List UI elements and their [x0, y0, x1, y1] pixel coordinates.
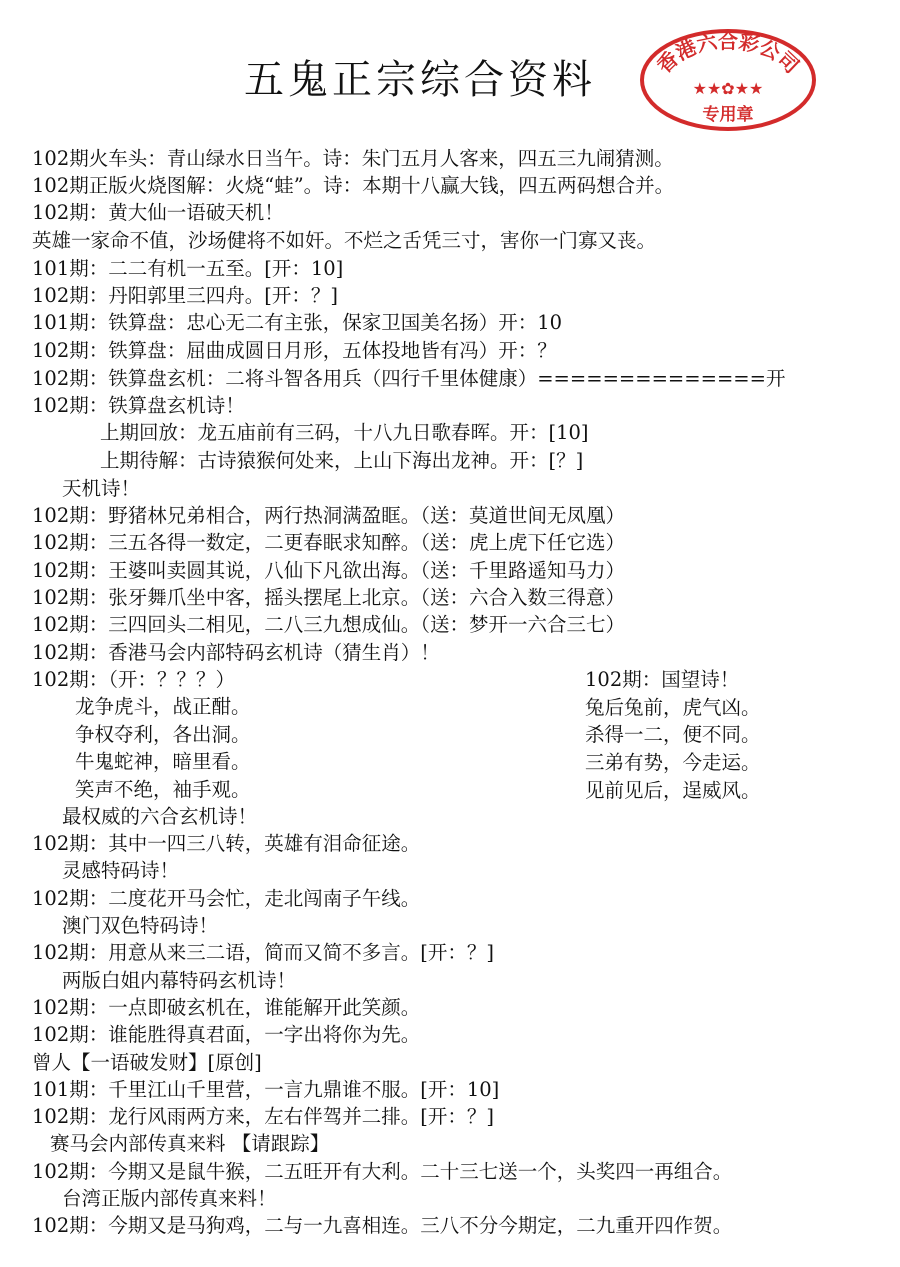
text-line: 台湾正版内部传真来料！	[62, 1187, 277, 1210]
poem-line: 笑声不绝，袖手观。	[75, 778, 251, 802]
text-line: 102期：今期又是鼠牛猴，二五旺开有大利。二十三七送一个，头奖四一再组合。	[32, 1160, 733, 1183]
text-line: 102期正版火烧图解：火烧“蛙”。诗：本期十八赢大钱，四五两码想合并。	[32, 174, 675, 197]
poem-line: 龙争虎斗，战正酣。	[75, 695, 251, 718]
text-line: 102期：二度花开马会忙，走北闯南子午线。	[32, 887, 421, 910]
poem-left	[75, 694, 251, 805]
poem-line: 杀得一二，便不同。	[585, 723, 761, 747]
text-line: 102期：王婆叫卖圆其说，八仙下凡欲出海。（送：千里路遥知马力）	[32, 559, 625, 582]
poem-title: 102期：国望诗！	[585, 668, 740, 691]
text-line: 101期：千里江山千里营，一言九鼎谁不服。[开：10]	[32, 1078, 500, 1101]
stamp-bottom-text: 专用章	[702, 105, 754, 125]
text-line: 102期：野猪林兄弟相合，两行热洞满盈眶。（送：莫道世间无凤凰）	[32, 504, 625, 527]
text-line: 102期：铁算盘玄机诗！	[32, 394, 245, 417]
poem-line: 争权夺利，各出洞。	[75, 722, 251, 746]
text-line: 最权威的六合玄机诗！	[62, 805, 258, 828]
text-line: 102期：铁算盘：屈曲成圆日月形，五体投地皆有冯）开：？	[32, 339, 557, 362]
text-line: 102期：用意从来三二语，简而又简不多言。[开：？]	[32, 941, 494, 964]
text-line: 102期：香港马会内部特码玄机诗（猜生肖）！	[32, 641, 440, 664]
text-line: 上期回放：龙五庙前有三码，十八九日歌春晖。开：[10]	[100, 421, 589, 444]
poem-right	[585, 667, 761, 805]
text-line: 102期：（开：？？？）	[32, 668, 235, 691]
text-line: 102期：黄大仙一语破天机！	[32, 201, 284, 224]
text-line: 赛马会内部传真来料 【请跟踪】	[50, 1132, 330, 1155]
poem-line: 牛鬼蛇神，暗里看。	[75, 750, 251, 774]
text-line: 102期：其中一四三八转，英雄有泪命征途。	[32, 832, 421, 855]
text-line: 英雄一家命不值，沙场健将不如奸。不烂之舌凭三寸，害你一门寡又丧。	[32, 229, 657, 252]
text-line: 两版白姐内幕特码玄机诗！	[62, 969, 297, 992]
text-line: 102期：三五各得一数定，二更春眠求知醉。（送：虎上虎下任它选）	[32, 531, 625, 554]
stamp-top-text: 香港六合彩公司	[652, 29, 804, 78]
text-line: 曾人【一语破发财】[原创]	[32, 1051, 262, 1074]
poem-line: 见前见后，逞威风。	[585, 778, 761, 802]
text-line: 102期：龙行风雨两方来，左右伴驾并二排。[开：？]	[32, 1105, 494, 1128]
text-line: 102期：丹阳郭里三四舟。[开：？]	[32, 284, 338, 307]
text-line: 101期：铁算盘：忠心无二有主张，保家卫国美名扬）开：10	[32, 311, 563, 334]
text-line: 灵感特码诗！	[62, 859, 180, 882]
text-line: 上期待解：古诗猿猴何处来，上山下海出龙神。开：[？]	[100, 449, 584, 472]
text-line: 102期：三四回头二相见，二八三九想成仙。（送：梦开一六合三七）	[32, 613, 625, 636]
text-line: 102期：张牙舞爪坐中客，摇头摆尾上北京。（送：六合入数三得意）	[32, 586, 625, 609]
svg-text:香港六合彩公司	[652, 29, 804, 78]
text-line: 102期火车头：青山绿水日当午。诗：朱门五月人客来，四五三九闹猜测。	[32, 147, 674, 170]
text-line: 101期：二二有机一五至。[开：10]	[32, 257, 344, 280]
poem-line: 三弟有势，今走运。	[585, 751, 761, 775]
text-line: 102期：今期又是马狗鸡，二与一九喜相连。三八不分今期定，二九重开四作贺。	[32, 1214, 733, 1237]
text-line: 澳门双色特码诗！	[62, 914, 219, 937]
text-line: 天机诗！	[62, 477, 141, 500]
stamp-stars: ★★✿★★	[692, 79, 764, 98]
text-line: 102期：铁算盘玄机：二将斗智各用兵（四行千里体健康）==============开	[32, 367, 786, 390]
poem-line: 兔后兔前，虎气凶。	[585, 695, 761, 719]
company-seal-stamp	[638, 28, 818, 132]
text-line: 102期：谁能胜得真君面，一字出将你为先。	[32, 1023, 421, 1046]
text-line: 102期：一点即破玄机在，谁能解开此笑颜。	[32, 996, 421, 1019]
page-title: 五鬼正宗综合资料	[244, 57, 596, 103]
